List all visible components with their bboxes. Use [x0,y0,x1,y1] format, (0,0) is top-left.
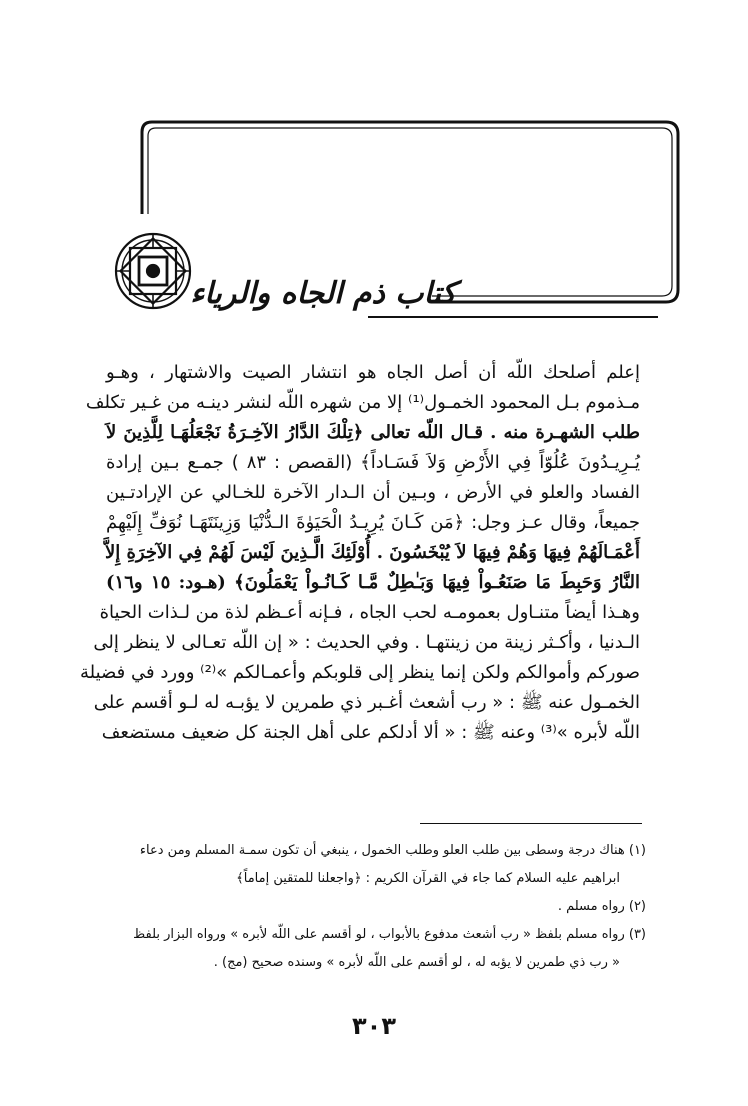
text-line: وهـذا أيضاً متنـاول بعمومـه لحب الجاه ، فـإنه أعـظم لذة من لـذات الحياة [99,602,640,623]
text-line: صوركم وأموالكم ولكن إنما ينظر إلى قلوبكم وأعمـالكم »⁽²⁾ وورد في فضيلة [80,662,640,683]
footnote-separator [420,823,642,824]
text-line: الـدنيا ، وأكـثر زينة من زينتهـا . وفي الحديث : « إن اللّه تعـالى لا ينظر إلى [93,632,640,653]
page-number: ٣٠٣ [352,1012,396,1040]
text-line: يُـرِيـدُونَ عُلُوّاً فِي الأَرْضِ وَلاَ فَسَـاداً﴾ (القصص : ٨٣ ) جمـع بـين إرادة [106,452,640,473]
footnotes [106,838,646,978]
footnote-line: (١) هناك درجة وسطى بين طلب العلو وطلب الخمول ، ينبغي أن تكون سمـة المسلم ومن دعاء [139,843,646,858]
main-text [80,358,640,748]
chapter-title: كتاب ذم الجاه والرياء [190,276,456,311]
footnote-line: « رب ذي طمرين لا يؤبه له ، لو أقسم على اللّه لأبره » وسنده صحيح (مج) . [213,955,620,970]
text-line: إعلم أصلحك اللّه أن أصل الجاه هو انتشار الصيت والاشتهار ، وهـو [106,362,640,383]
text-line: الفساد والعلو في الأرض ، وبـين أن الـدار الآخرة للخـالي عن الإرادتـين [106,482,640,503]
footnote-line: (٢) رواه مسلم . [557,899,646,914]
text-line: مـذموم بـل المحمود الخمـول⁽¹⁾ إلا من شهره اللّه لنشر دينـه من غـير تكلف [85,392,640,413]
text-line: أَعْمَـالَهُمْ فِيهَا وَهُمْ فِيهَا لاَ يُبْخَسُونَ . أُوْلَئِكَ الَّـذِينَ لَيْسَ لَهُمْ فِي الآخِرَةِ إِلاَّ [104,542,640,563]
decorative-medallion-icon [112,230,194,312]
text-line: جميعاً، وقال عـز وجل: ﴿مَن كَـانَ يُرِيـدُ الْحَيَوٰةَ الـدُّنْيَا وَزِينَتَهَـا نُوَفِّ إِلَيْهِمْ [106,512,640,533]
text-line: طلب الشهـرة منه . قـال اللّه تعالى ﴿تِلْكَ الدَّارُ الآخِـرَةُ نَجْعَلُهَـا لِلَّذِينَ لاَ [106,422,640,443]
footnote-line: (٣) رواه مسلم بلفظ « رب أشعث مدفوع بالأبواب ، لو أقسم على اللّه لأبره » ورواه البزار بلفظ [133,927,646,942]
footnote-line: ابراهيم عليه السلام كما جاء في القرآن الكريم : ﴿واجعلنا للمتقين إماماً﴾ [236,871,620,886]
text-line: الخمـول عنه ﷺ : « رب أشعث أغـبر ذي طمرين لا يؤبـه له لـو أقسم على [93,692,640,713]
title-underline [368,316,658,318]
text-line: اللّه لأبره »⁽³⁾ وعنه ﷺ : « ألا أدلكم على أهل الجنة كل ضعيف مستضعف [101,722,640,743]
text-line: النَّارُ وَحَبِطَ مَا صَنَعُـواْ فِيهَا وَبَـٰطِلٌ مَّـا كَـانُـواْ يَعْمَلُونَ﴾ (هـود: ١٥ و١٦) [106,572,640,593]
